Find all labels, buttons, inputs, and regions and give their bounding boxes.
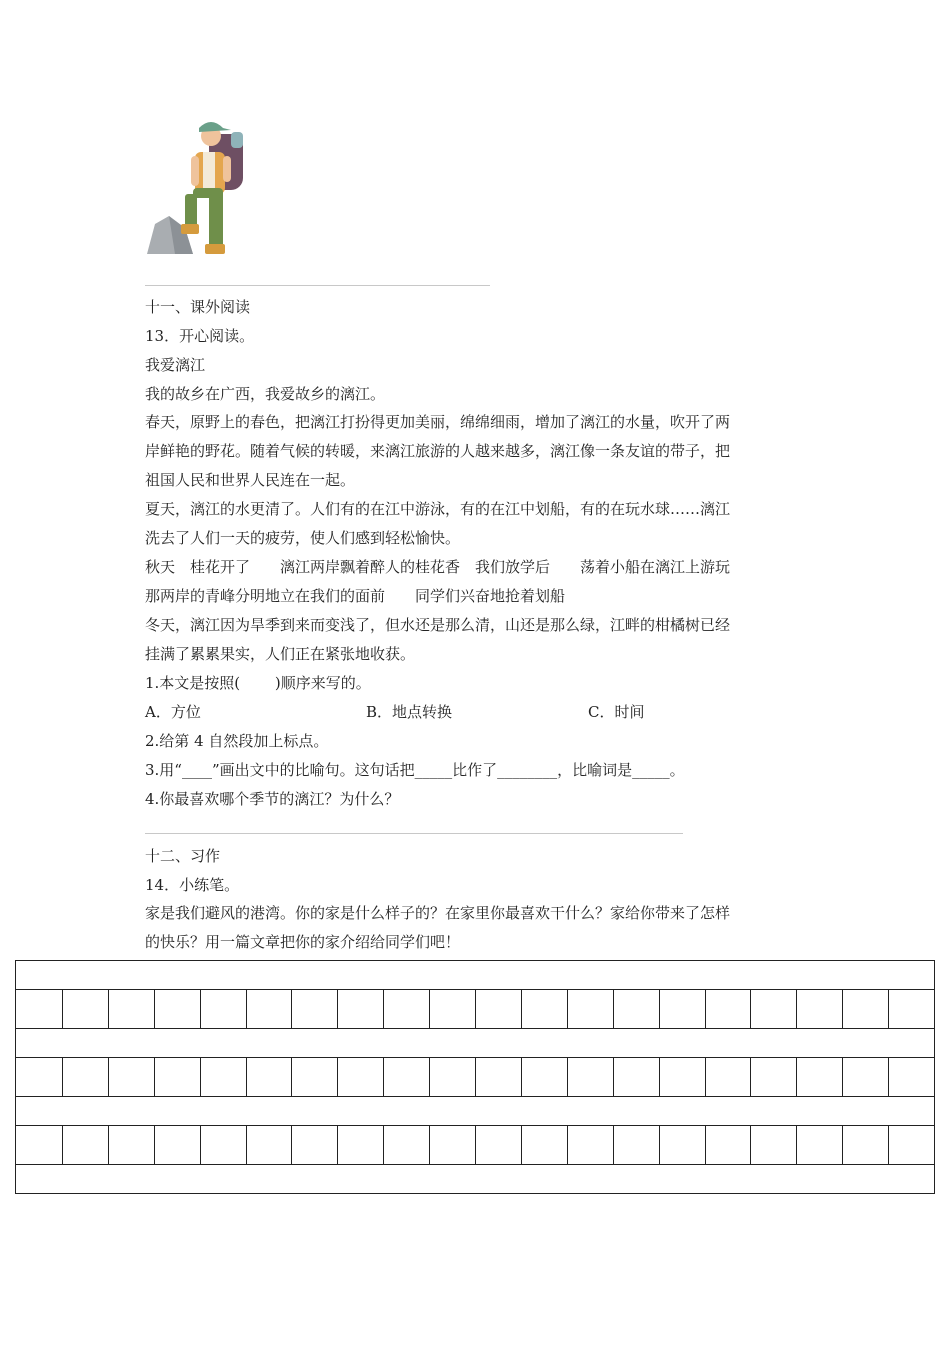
divider-line xyxy=(145,285,490,286)
paragraph-5: 冬天，漓江因为旱季到来而变浅了，但水还是那么清，山还是那么绿，江畔的柑橘树已经 挂满了累累果实，人们正在紧张地收获。 xyxy=(145,616,731,663)
section-heading: 十二、习作 xyxy=(145,847,221,865)
paragraph-3: 夏天，漓江的水更清了。人们有的在江中游泳，有的在江中划船，有的在玩水球……漓江 洗去了人们一天的疲劳，使人们感到轻松愉快。 xyxy=(145,500,731,547)
grid-spacer-row xyxy=(16,1097,934,1125)
question-1: 1.本文是按照( )顺序来写的。 xyxy=(145,674,371,692)
grid-row[interactable] xyxy=(16,989,934,1029)
choice-b: B．地点转换 xyxy=(366,703,453,721)
paragraph-1: 我的故乡在广西，我爱故乡的漓江。 xyxy=(145,385,386,403)
paragraph-2: 春天，原野上的春色，把漓江打扮得更加美丽，绵绵细雨，增加了漓江的水量，吹开了两 岸鲜艳的野花。随着气候的转暖，来漓江旅游的人越来越多，漓江像一条友谊的带子，把 祖国人民和世界人民连在一起。 xyxy=(145,413,731,489)
choice-a: A．方位 xyxy=(145,703,201,721)
divider-line xyxy=(145,833,683,834)
choice-c: C．时间 xyxy=(588,703,645,721)
grid-spacer-row xyxy=(16,1029,934,1057)
question-4: 4.你最喜欢哪个季节的漓江？为什么？ xyxy=(145,790,400,808)
writing-prompt: 家是我们避风的港湾。你的家是什么样子的？在家里你最喜欢干什么？家给你带来了怎样 的快乐？用一篇文章把你的家介绍给同学们吧！ xyxy=(145,904,731,951)
hiker-illustration xyxy=(145,112,249,258)
grid-spacer-row xyxy=(16,1165,934,1193)
question-2: 2.给第 4 自然段加上标点。 xyxy=(145,732,329,750)
paragraph-4: 秋天 桂花开了 漓江两岸飘着醉人的桂花香 我们放学后 荡着小船在漓江上游玩 那两岸的青峰分明地立在我们的面前 同学们兴奋地抢着划船 xyxy=(145,558,731,605)
question-number: 14．小练笔。 xyxy=(145,876,240,894)
section-heading: 十一、课外阅读 xyxy=(145,298,251,316)
writing-grid xyxy=(15,960,935,1194)
grid-row[interactable] xyxy=(16,1057,934,1097)
grid-spacer-row xyxy=(16,961,934,989)
passage-title: 我爱漓江 xyxy=(145,356,206,374)
grid-row[interactable] xyxy=(16,1125,934,1165)
question-3: 3.用“____”画出文中的比喻句。这句话把_____比作了________，比喻词是_____。 xyxy=(145,761,685,779)
question-number: 13．开心阅读。 xyxy=(145,327,255,345)
hiker-icon xyxy=(145,112,249,258)
